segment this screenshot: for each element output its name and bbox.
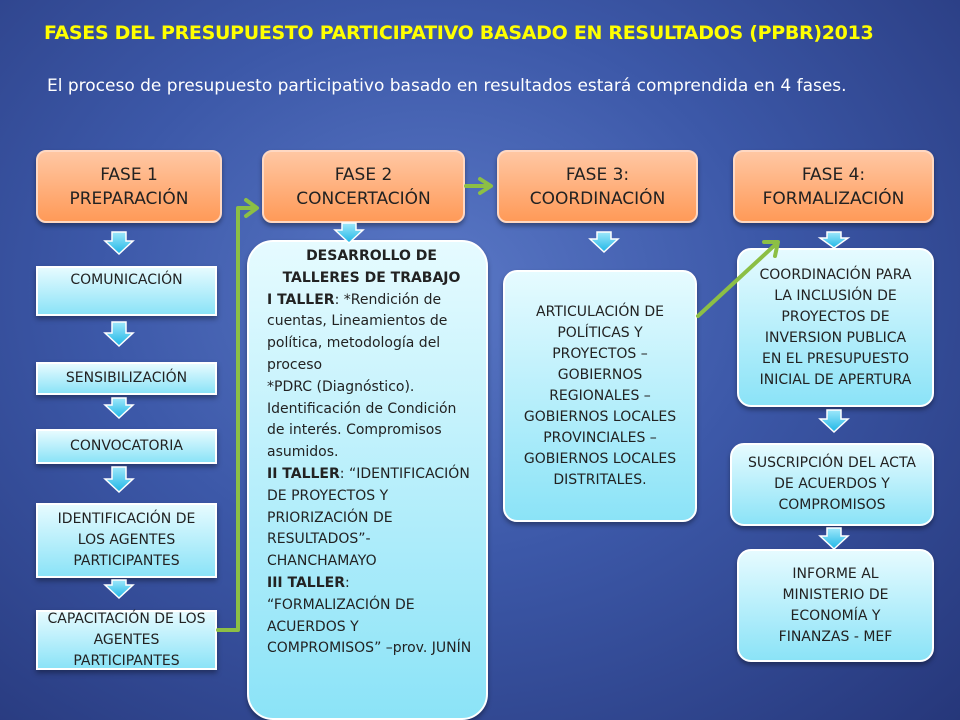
phase-1-number: FASE 1 xyxy=(100,164,158,185)
phase-2-number: FASE 2 xyxy=(334,164,393,185)
taller-2-text: : “IDENTIFICACIÓN DE PROYECTOS Y PRIORIZACIÓN DE RESULTADOS”- CHANCHAMAYO xyxy=(267,465,470,570)
page-title: FASES DEL PRESUPUESTO PARTICIPATIVO BASADO EN RESULTADOS (PPBR)2013 xyxy=(44,22,874,44)
step-informe-mef: INFORME AL MINISTERIO DE ECONOMÍA Y FINANZAS - MEF xyxy=(737,549,934,662)
phase-1-box xyxy=(36,150,222,223)
step-convocatoria: CONVOCATORIA xyxy=(36,429,217,464)
phase-3-name: COORDINACIÓN xyxy=(529,188,666,209)
taller-1-text: : *Rendición de cuentas, Lineamientos de política, metodología del proceso xyxy=(267,291,448,373)
down-arrow-icon xyxy=(105,580,133,598)
step-identificacion-agentes: IDENTIFICACIÓN DE LOS AGENTES PARTICIPANTES xyxy=(36,503,217,578)
taller-3-label: III TALLER xyxy=(267,574,345,591)
taller-2-label: II TALLER xyxy=(267,465,340,482)
taller-1 xyxy=(267,290,476,377)
workshops-heading: DESARROLLO DE TALLERES DE TRABAJO xyxy=(282,248,461,286)
down-arrow-icon xyxy=(820,232,848,248)
phase-3-number: FASE 3: xyxy=(565,164,630,185)
down-arrow-icon xyxy=(105,467,133,492)
phase-4-name: FORMALIZACIÓN xyxy=(762,188,905,209)
down-arrow-icon xyxy=(105,322,133,346)
step-coordinacion-inclusion: COORDINACIÓN PARA LA INCLUSIÓN DE PROYECTOS DE INVERSION PUBLICA EN EL PRESUPUESTO INICIAL DE APERTURA xyxy=(737,248,934,407)
taller-2 xyxy=(267,464,476,573)
down-arrow-icon xyxy=(105,232,133,254)
down-arrow-icon xyxy=(820,410,848,432)
fase3-articulacion-box: ARTICULACIÓN DE POLÍTICAS Y PROYECTOS – GOBIERNOS REGIONALES – GOBIERNOS LOCALES PROVINCIALES – GOBIERNOS LOCALES DISTRITALES. xyxy=(503,270,697,522)
phase-2-name: CONCERTACIÓN xyxy=(296,188,431,209)
taller-1-label: I TALLER xyxy=(267,291,335,308)
down-arrow-icon xyxy=(105,398,133,418)
workshops-box xyxy=(247,240,488,720)
phase-2-box xyxy=(262,150,465,223)
phase-1-name: PREPARACIÓN xyxy=(69,188,189,209)
taller-3 xyxy=(267,573,476,660)
down-arrow-icon xyxy=(820,528,848,549)
step-capacitacion-agentes: CAPACITACIÓN DE LOS AGENTES PARTICIPANTES xyxy=(36,610,217,670)
phase-3-box xyxy=(497,150,698,223)
phase-4-number: FASE 4: xyxy=(801,164,866,185)
step-comunicacion: COMUNICACIÓN xyxy=(36,266,217,316)
page-subtitle: El proceso de presupuesto participativo basado en resultados estará comprendida en 4 fases. xyxy=(47,76,847,96)
taller-3-text: : “FORMALIZACIÓN DE ACUERDOS Y COMPROMISOS” –prov. JUNÍN xyxy=(267,574,472,657)
connector-fase1-to-fase2-head xyxy=(246,200,257,216)
taller-1-detail: *PDRC (Diagnóstico). Identificación de Condición de interés. Compromisos asumidos. xyxy=(267,378,457,461)
step-sensibilizacion: SENSIBILIZACIÓN xyxy=(36,362,217,395)
down-arrow-icon xyxy=(590,232,618,252)
step-suscripcion-acta: SUSCRIPCIÓN DEL ACTA DE ACUERDOS Y COMPROMISOS xyxy=(730,443,934,526)
connector-fase2-to-fase3-head xyxy=(480,179,491,193)
phase-4-box xyxy=(733,150,934,223)
